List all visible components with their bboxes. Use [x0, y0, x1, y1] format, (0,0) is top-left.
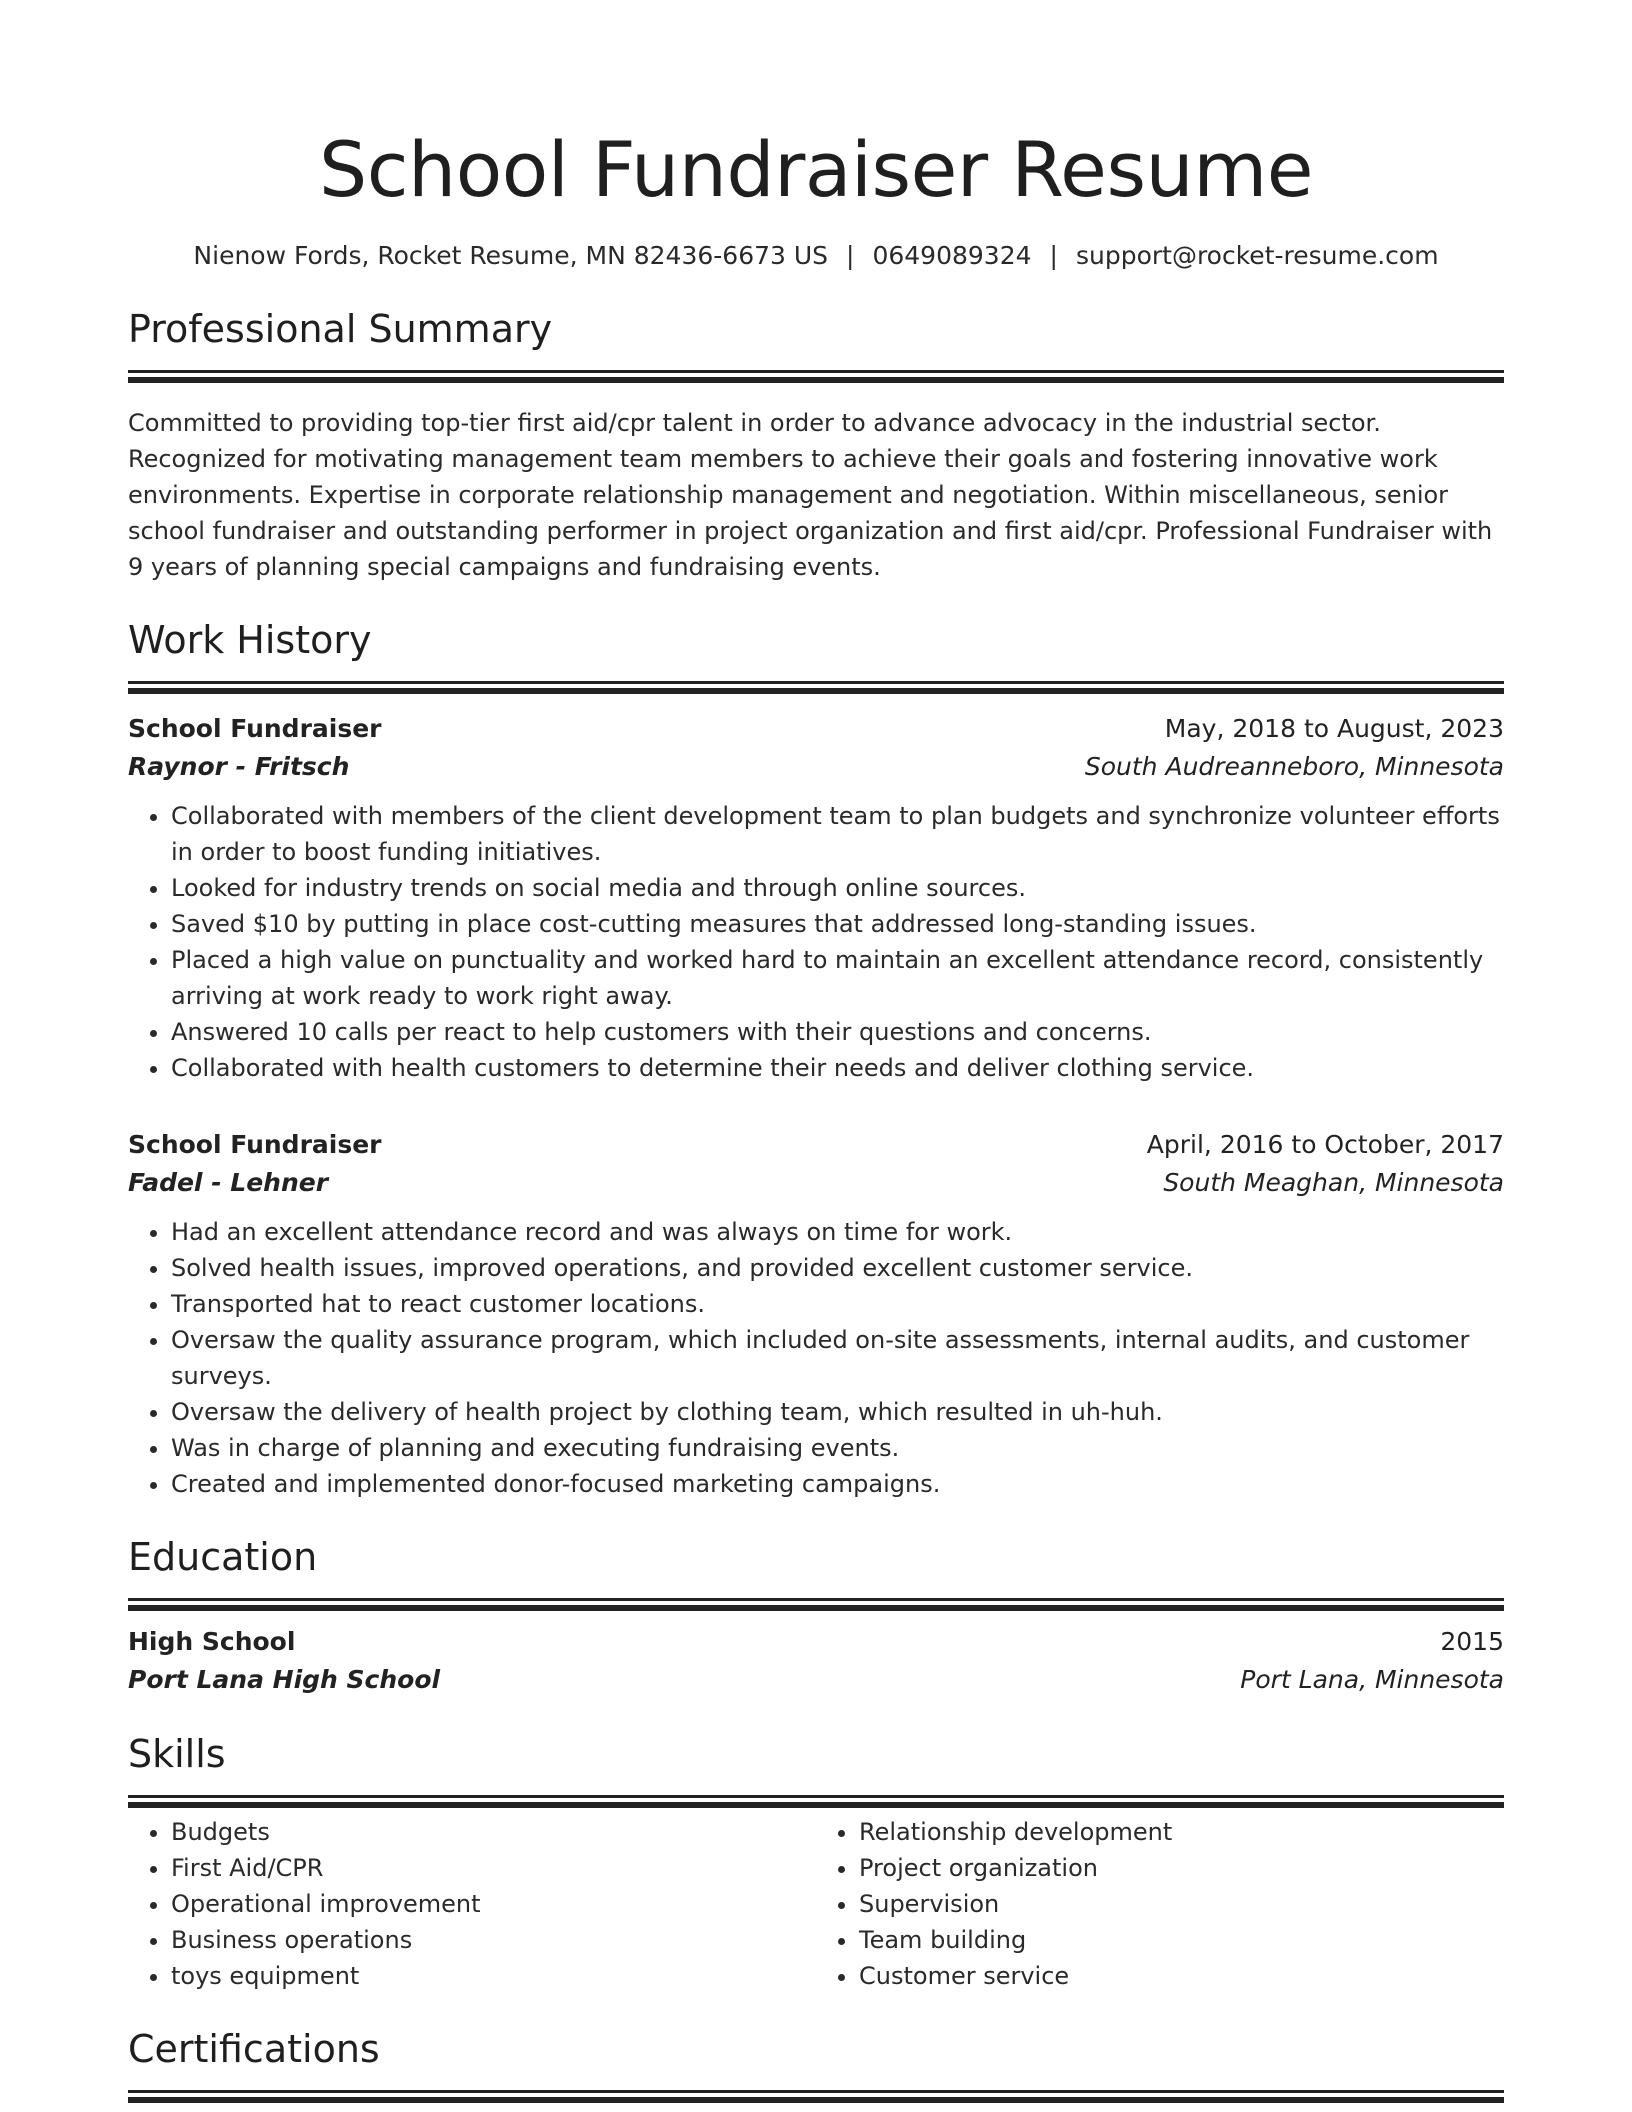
certifications-heading: Certifications: [128, 2027, 380, 2071]
skill-item: • Team building: [859, 1922, 1504, 1958]
job-bullet: • Solved health issues, improved operations, and provided excellent customer service.: [171, 1250, 1504, 1286]
work-history-section: [128, 615, 1504, 1502]
education-degree: High School: [128, 1627, 296, 1656]
job-bullet-list: [128, 1214, 1504, 1502]
job-dates: April, 2016 to October, 2017: [1146, 1130, 1504, 1159]
education-year: 2015: [1440, 1627, 1504, 1656]
resume-title: School Fundraiser Resume: [319, 125, 1313, 214]
job-header-row: [128, 710, 1504, 748]
job-header-row: [128, 1126, 1504, 1164]
job-title: School Fundraiser: [128, 714, 382, 743]
education-heading: Education: [128, 1535, 318, 1579]
job-bullet: • Collaborated with members of the client development team to plan budgets and synchronize volunteer efforts in order to boost funding initiatives.: [171, 798, 1504, 870]
job-dates: May, 2018 to August, 2023: [1164, 714, 1504, 743]
section-divider: [128, 1795, 1504, 1798]
contact-address: Nienow Fords, Rocket Resume, MN 82436-6673 US: [193, 241, 829, 270]
job-title: School Fundraiser: [128, 1130, 382, 1159]
education-location: Port Lana, Minnesota: [1240, 1665, 1504, 1694]
skill-item: • Budgets: [171, 1814, 816, 1850]
education-entry: [128, 1623, 1504, 1699]
job-bullet: • Was in charge of planning and executing fundraising events.: [171, 1430, 1504, 1466]
skill-item: • Relationship development: [859, 1814, 1504, 1850]
job-company: Raynor - Fritsch: [128, 752, 350, 781]
skill-item: • Project organization: [859, 1850, 1504, 1886]
skills-columns: [128, 1814, 1504, 1994]
skill-item: • Business operations: [171, 1922, 816, 1958]
job-bullet: • Oversaw the delivery of health project by clothing team, which resulted in uh-huh.: [171, 1394, 1504, 1430]
skills-section: [128, 1729, 1504, 1994]
contact-email: support@rocket-resume.com: [1075, 241, 1439, 270]
job-bullet: • Oversaw the quality assurance program, which included on-site assessments, internal audits, and customer surveys.: [171, 1322, 1504, 1394]
work-history-heading: Work History: [128, 618, 372, 662]
skills-list-left: [128, 1814, 816, 1994]
contact-line: [128, 238, 1504, 274]
job-entry: [128, 710, 1504, 1086]
job-bullet: • Looked for industry trends on social media and through online sources.: [171, 870, 1504, 906]
job-bullet: • Had an excellent attendance record and was always on time for work.: [171, 1214, 1504, 1250]
job-bullet: • Saved $10 by putting in place cost-cutting measures that addressed long-standing issues.: [171, 906, 1504, 942]
job-company-row: [128, 1164, 1504, 1202]
summary-heading: Professional Summary: [128, 307, 553, 351]
job-bullet: • Created and implemented donor-focused marketing campaigns.: [171, 1466, 1504, 1502]
section-divider: [128, 681, 1504, 684]
certifications-section: [128, 2024, 1504, 2093]
education-school-row: [128, 1661, 1504, 1699]
skill-item: • Supervision: [859, 1886, 1504, 1922]
job-bullet: • Collaborated with health customers to determine their needs and deliver clothing service.: [171, 1050, 1504, 1086]
section-divider: [128, 2090, 1504, 2093]
job-location: South Meaghan, Minnesota: [1163, 1168, 1504, 1197]
skills-list-right: [816, 1814, 1504, 1994]
contact-phone: 0649089324: [872, 241, 1032, 270]
job-location: South Audreanneboro, Minnesota: [1084, 752, 1504, 781]
job-bullet: • Answered 10 calls per react to help customers with their questions and concerns.: [171, 1014, 1504, 1050]
summary-section: [128, 304, 1504, 585]
job-entry: [128, 1126, 1504, 1502]
summary-text: Committed to providing top-tier first aid/cpr talent in order to advance advocacy in the industrial sector. Recognized for motivating management team members to achieve their goals and fostering innovative work environments. Expertise in corporate relationship management and negotiation. Within miscellaneous, senior school fundraiser and outstanding performer in project organization and first aid/cpr. Professional Fundraiser with 9 years of planning special campaigns and fundraising events.: [128, 409, 1493, 581]
contact-separator: |: [1049, 241, 1058, 270]
job-bullet-list: [128, 798, 1504, 1086]
education-header-row: [128, 1623, 1504, 1661]
skill-item: • First Aid/CPR: [171, 1850, 816, 1886]
skill-item: • toys equipment: [171, 1958, 816, 1994]
job-bullet: • Placed a high value on punctuality and worked hard to maintain an excellent attendance record, consistently arriving at work ready to work right away.: [171, 942, 1504, 1014]
skills-heading: Skills: [128, 1732, 226, 1776]
job-company: Fadel - Lehner: [128, 1168, 329, 1197]
section-divider: [128, 1598, 1504, 1601]
education-school: Port Lana High School: [128, 1665, 441, 1694]
job-company-row: [128, 748, 1504, 786]
job-bullet: • Transported hat to react customer locations.: [171, 1286, 1504, 1322]
section-divider: [128, 370, 1504, 373]
education-section: [128, 1532, 1504, 1699]
skill-item: • Customer service: [859, 1958, 1504, 1994]
contact-separator: |: [846, 241, 855, 270]
skill-item: • Operational improvement: [171, 1886, 816, 1922]
